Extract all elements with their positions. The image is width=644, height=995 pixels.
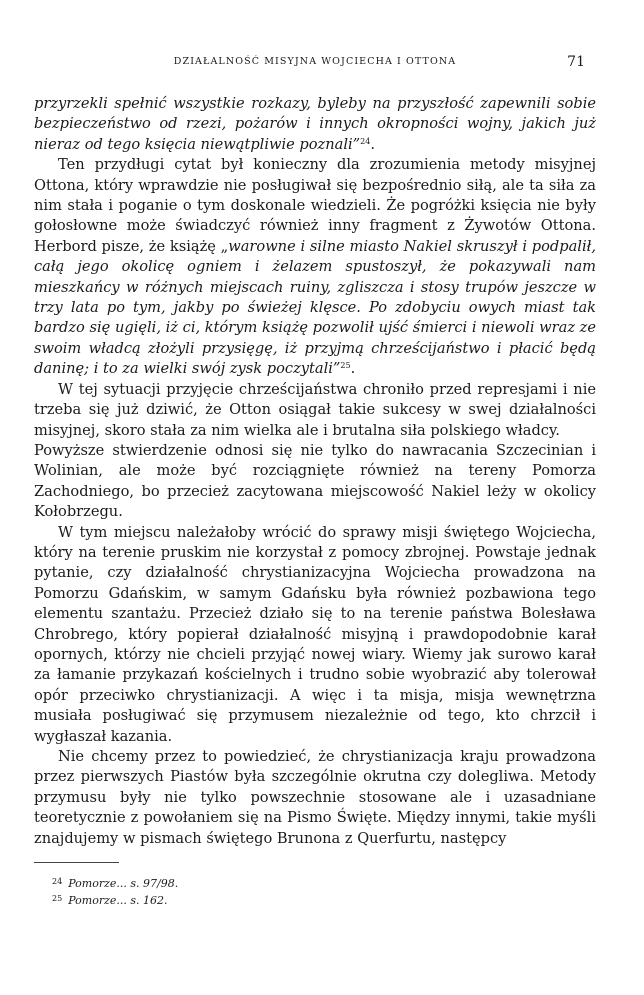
footnote-text: Pomorze... s. 162. bbox=[68, 894, 168, 907]
footnote-mark: 25 bbox=[52, 894, 63, 903]
paragraph-pomerania: Powyższe stwierdzenie odnosi się nie tylko do nawracania Szczecinian i Wolinian, ale może być rozciągnięte również na tereny Pomorza Zachodniego, bo przecież zacytowana miejscowość Nakiel leży w okolicy Kołobrzegu. bbox=[34, 441, 596, 521]
punctuation: . bbox=[370, 135, 375, 153]
paragraph-piast: Nie chcemy przez to powiedzieć, że chrystianizacja kraju prowadzona przez pierwszych Piastów była szczególnie okrutna czy dolegliwa. Metody przymusu były nie tylko powszechnie stosowane ale i uzasadniane teoretycznie z powołaniem się na Pismo Święte. Między innymi, takie myśli znajdujemy w pismach świętego Brunona z Querfurtu, następcy bbox=[34, 748, 596, 847]
italic-quote: warowne i silne miasto Nakiel skruszył i podpalił, całą jego okolicę ogniem i żelazem spustoszył, że pokazywali nam mieszkańcy w różnych miejscach ruiny, zgliszcza i stosy trupów jeszcze w trzy lata po tym, jakby po świeżej klęsce. Po zdobyciu owych miast tak bardzo się ugięli, iż ci, którym książę pozwolił ujść śmierci i niewoli wraz ze swoim władcą złożyli przysięgę, iż przyjmą chrześcijaństwo i płacić będą daninę; i to za wielki swój zysk poczytali” bbox=[34, 237, 596, 378]
footnote-text: Pomorze... s. 97/98. bbox=[68, 877, 179, 890]
footnote bbox=[52, 891, 592, 908]
footnote-divider bbox=[34, 862, 119, 863]
paragraph-repression: W tej sytuacji przyjęcie chrześcijaństwa chroniło przed represjami i nie trzeba się już dziwić, że Otton osiągał takie sukcesy w swej działalności misyjnej, skoro stała za nim wielka ale i brutalna siła polskiego władcy. bbox=[34, 380, 596, 439]
paragraph-text: Ten przydługi cytat był konieczny dla zrozumienia metody misyjnej Ottona, który wprawdzie nie posługiwał się bezpośrednio siłą, ale ta siła za nim stała i poganie o tym doskonale wiedzieli. Że pogróżki księcia nie były gołosłowne może świadczyć również inny fragment z Żywotów Ottona. Herbord pisze, że książę „ bbox=[34, 156, 596, 255]
main-text bbox=[34, 94, 596, 849]
footnote bbox=[52, 874, 592, 891]
punctuation: . bbox=[350, 360, 356, 378]
footnote-ref: 24 bbox=[360, 136, 371, 146]
paragraph-otton-method bbox=[34, 155, 596, 379]
footnote-mark: 24 bbox=[52, 877, 63, 886]
page-number: 71 bbox=[567, 54, 585, 70]
running-title: DZIAŁALNOŚĆ MISYJNA WOJCIECHA I OTTONA bbox=[173, 56, 457, 67]
paragraph-quote-continuation bbox=[34, 94, 596, 155]
footnote-ref: 25 bbox=[340, 361, 351, 371]
paragraph-wojciech: W tym miejscu należałoby wrócić do sprawy misji świętego Wojciecha, który na terenie pruskim nie korzystał z pomocy zbrojnej. Powstaje jednak pytanie, czy działalność chrystianizacyjna Wojciecha prowadzona na Pomorzu Gdańskim, w samym Gdańsku była również pozbawiona tego elementu szantażu. Przecież działo się to na terenie państwa Bolesława Chrobrego, który popierał działalność misyjną i prawdopodobnie karał opornych, którzy nie chcieli przyjąć nowej wiary. Wiemy jak surowo karał za łamanie przykazań kościelnych i trudno sobie wyobrazić aby tolerował opór przeciwko chrystianizacji. A więc i ta misja, misja wewnętrzna musiała posługiwać się przymusem niezależnie od tego, kto chrzcił i wygłaszał kazania. bbox=[34, 523, 596, 745]
footnotes bbox=[52, 874, 592, 908]
italic-quote: przyrzekli spełnić wszystkie rozkazy, byleby na przyszłość zapewnili sobie bezpieczeństwo od rzezi, pożarów i innych okropności wojny, jakich już nieraz od tego księcia niewątpliwie poznali” bbox=[34, 95, 596, 153]
